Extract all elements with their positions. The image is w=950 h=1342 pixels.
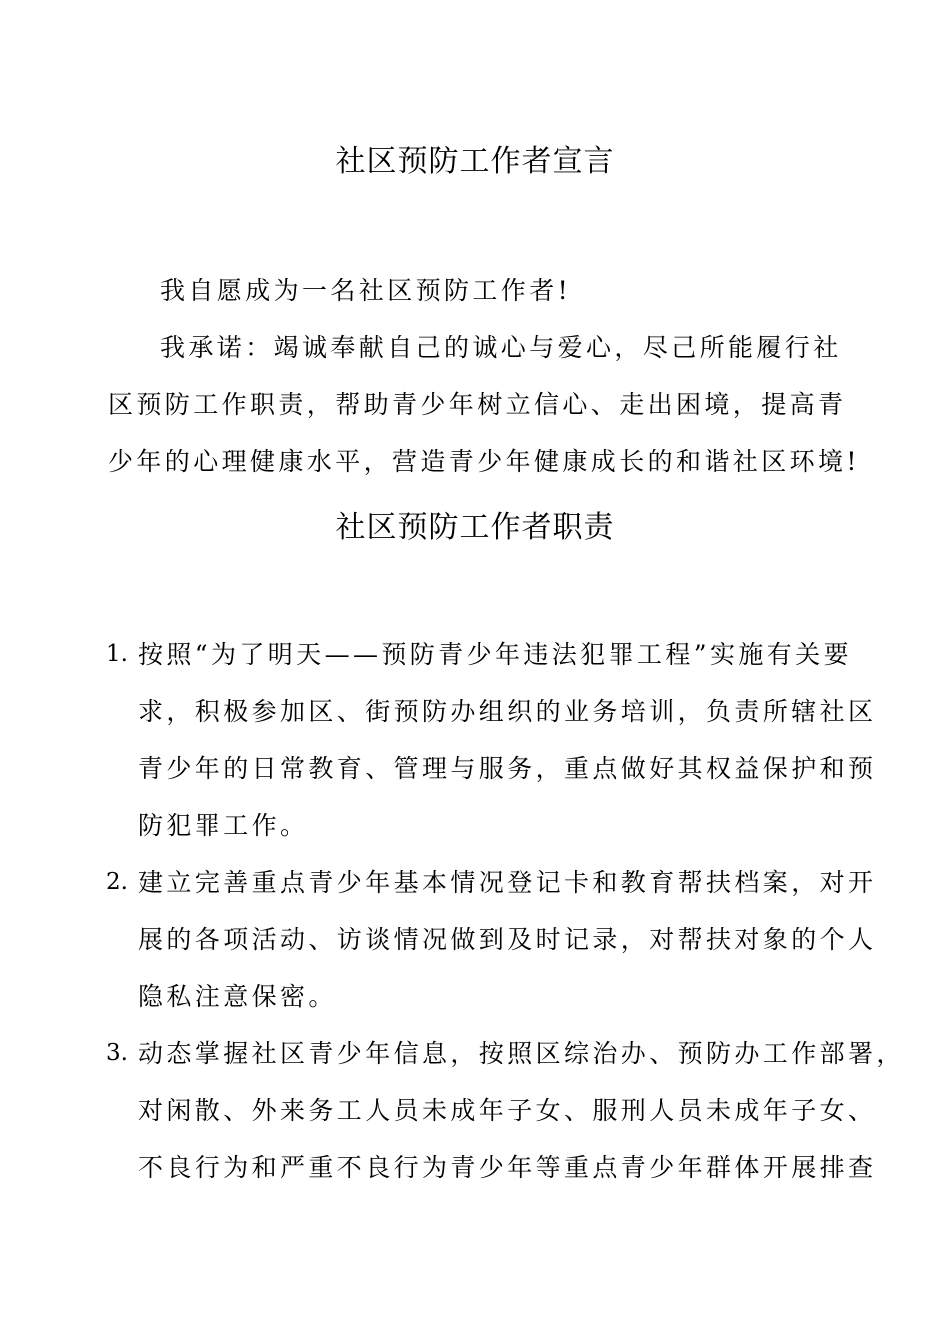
declaration-line: 我自愿成为一名社区预防工作者! [160, 276, 572, 305]
duty-line: 展的各项活动、访谈情况做到及时记录，对帮扶对象的个人 [138, 925, 877, 954]
duty-number: 2. [106, 869, 128, 895]
duty-item [106, 854, 876, 1025]
duty-line: 建立完善重点青少年基本情况登记卡和教育帮扶档案，对开 [138, 868, 877, 897]
declaration-line: 我承诺：竭诚奉献自己的诚心与爱心，尽己所能履行社 [160, 333, 842, 362]
duty-item [106, 1025, 905, 1196]
duty-line: 求，积极参加区、街预防办组织的业务培训，负责所辖社区 [138, 697, 877, 726]
duty-text [138, 1025, 905, 1196]
duty-number: 1. [106, 641, 128, 667]
duties-title: 社区预防工作者职责 [335, 510, 615, 545]
duty-line: 防犯罪工作。 [138, 811, 309, 840]
declaration-line: 区预防工作职责，帮助青少年树立信心、走出困境，提高青 [108, 390, 847, 419]
duty-text [138, 626, 876, 854]
duty-line: 不良行为和严重不良行为青少年等重点青少年群体开展排查 [138, 1153, 877, 1182]
duty-number: 3. [106, 1040, 128, 1066]
duty-text [138, 854, 876, 1025]
declaration-title: 社区预防工作者宣言 [335, 144, 615, 179]
duties-list [106, 626, 905, 1196]
duty-line: 对闲散、外来务工人员未成年子女、服刑人员未成年子女、 [138, 1096, 877, 1125]
duty-line: 隐私注意保密。 [138, 982, 337, 1011]
declaration-line: 少年的心理健康水平，营造青少年健康成长的和谐社区环境! [108, 447, 860, 476]
duty-line: 按照“为了明天——预防青少年违法犯罪工程”实施有关要 [138, 640, 852, 669]
duty-line: 动态掌握社区青少年信息，按照区综治办、预防办工作部署， [138, 1039, 905, 1068]
declaration-paragraph [108, 262, 860, 490]
duty-item [106, 626, 876, 854]
duty-line: 青少年的日常教育、管理与服务，重点做好其权益保护和预 [138, 754, 877, 783]
